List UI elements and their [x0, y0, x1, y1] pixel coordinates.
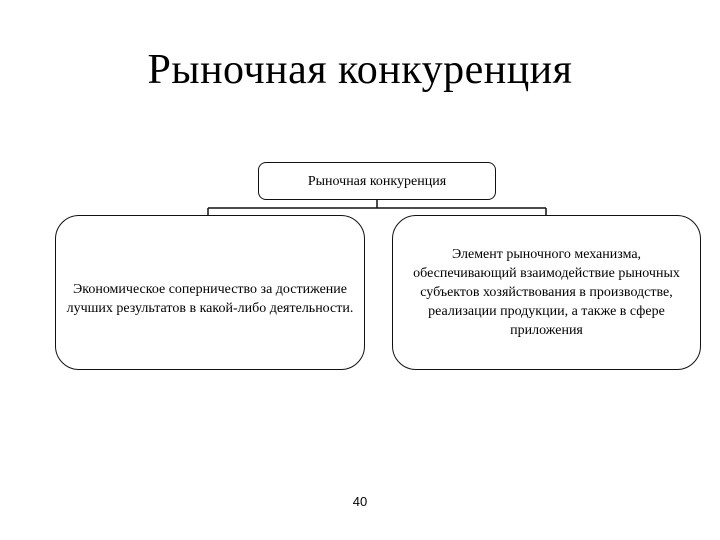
root-concept-label: Рыночная конкуренция [307, 173, 447, 189]
definition-box-left [55, 215, 365, 370]
definition-left-text: Экономическое соперничество за достижение лучших результатов в какой-либо деятельности. [66, 281, 354, 316]
root-concept-box [258, 162, 496, 200]
definition-right-text: Элемент рыночного механизма, обеспечивающий взаимодействие рыночных субъектов хозяйствования в производстве, реализации продукции, а также в сфере приложения [413, 247, 680, 338]
page-number: 40 [352, 494, 368, 509]
definition-box-right [392, 215, 701, 370]
slide-title: Рыночная конкуренция [147, 47, 573, 93]
